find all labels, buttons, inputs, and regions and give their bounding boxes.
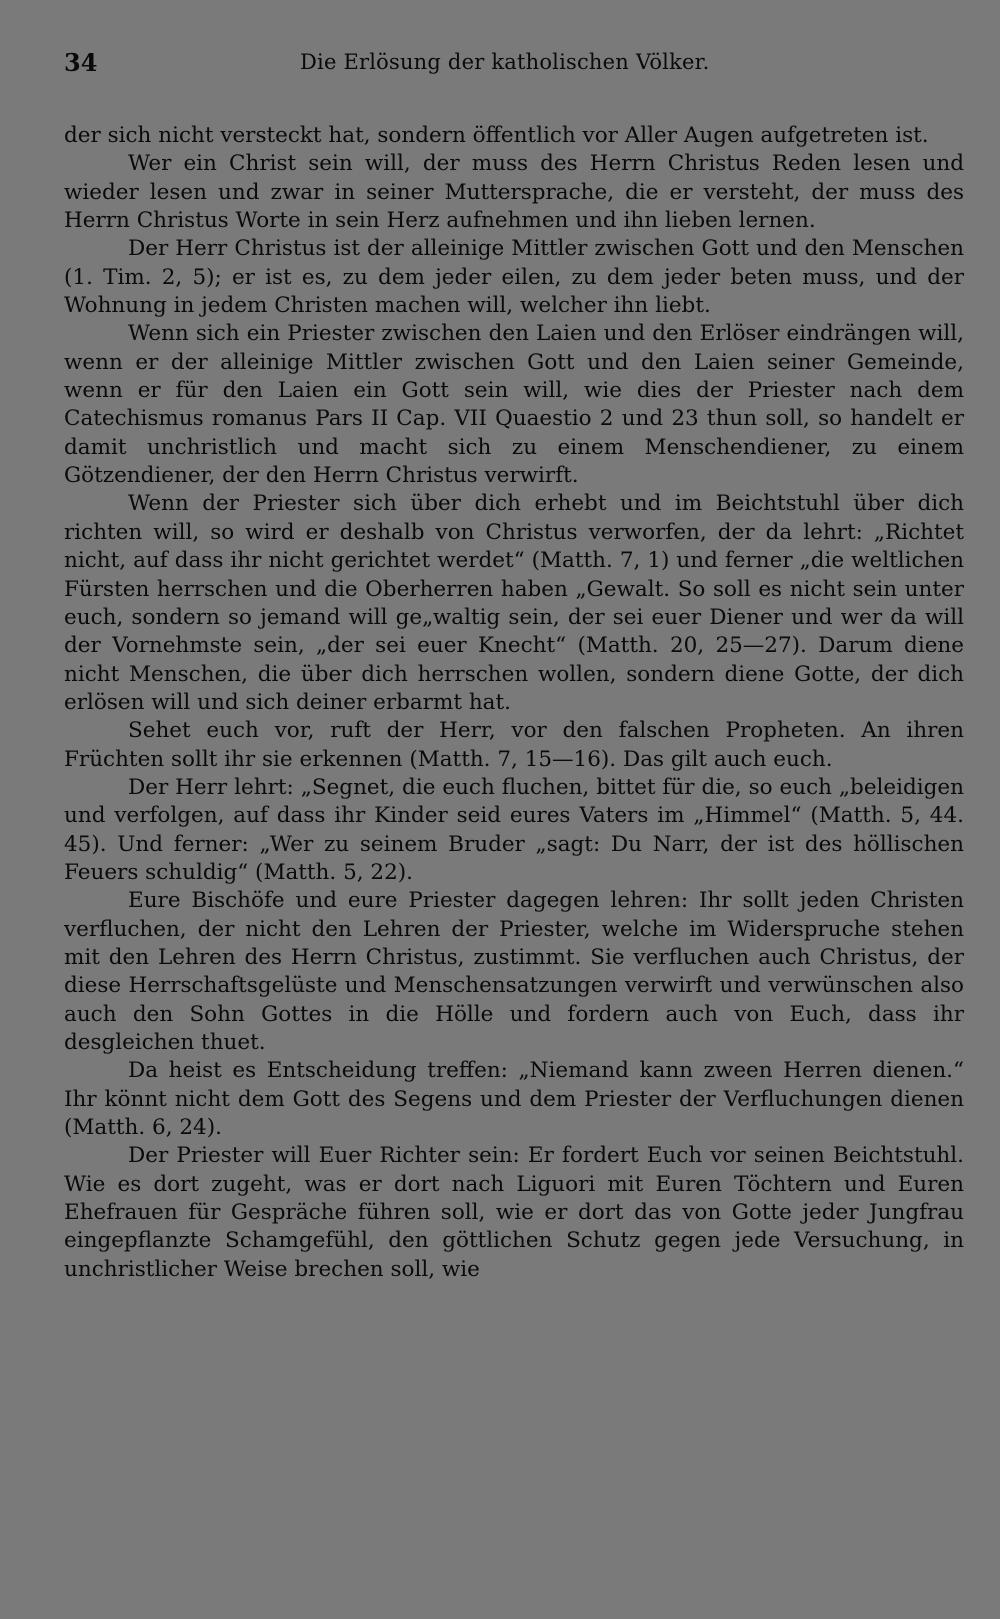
paragraph-7: Der Herr lehrt: „Segnet, die euch fluchen, bittet für die, so euch „beleidigen und verfolgen, auf dass ihr Kinder seid eures Vaters im „Himmel“ (Matth. 5, 44. 45). Und ferner: „Wer zu seinem Bruder „sagt: Du Narr, der ist des höllischen Feuers schuldig“ (Matth. 5, 22). <box>64 774 964 885</box>
paragraph-2: Wer ein Christ sein will, der muss des Herrn Christus Reden lesen und wieder lesen und zwar in seiner Muttersprache, die er versteht, der muss des Herrn Christus Worte in sein Herz aufnehmen und ihn lieben lernen. <box>64 151 964 234</box>
paragraph-8: Eure Bischöfe und eure Priester dagegen lehren: Ihr sollt jeden Christen verfluchen, der nicht den Lehren der Priester, welche im Widerspruche stehen mit den Lehren des Herrn Christus, zustimmt. Sie verfluchen auch Christus, der diese Herrschaftsgelüste und Menschensatzungen verwirft und verwünschen also auch den Sohn Gottes in die Hölle und fordern auch von Euch, dass ihr desgleichen thuet. <box>64 888 964 1055</box>
paragraph-6: Sehet euch vor, ruft der Herr, vor den falschen Propheten. An ihren Früchten sollt ihr sie erkennen (Matth. 7, 15—16). Das gilt auch euch. <box>64 718 964 772</box>
running-title: Die Erlösung der katholischen Völker. <box>300 50 710 74</box>
page-header <box>64 48 964 86</box>
paragraph-1: der sich nicht versteckt hat, sondern öffentlich vor Aller Augen aufgetreten ist. <box>64 123 929 148</box>
paragraph-10: Der Priester will Euer Richter sein: Er fordert Euch vor seinen Beichtstuhl. Wie es dort zugeht, was er dort nach Liguori mit Euren Töchtern und Euren Ehefrauen für Gespräche führen soll, wie er dort das von Gotte jeder Jungfrau eingepflanzte Schamgefühl, den göttlichen Schutz gegen jede Versuchung, in unchristlicher Weise brechen soll, wie <box>64 1143 964 1282</box>
paragraph-3: Der Herr Christus ist der alleinige Mittler zwischen Gott und den Menschen (1. Tim. 2, 5); er ist es, zu dem jeder eilen, zu dem jeder beten muss, und der Wohnung in jedem Christen machen will, welcher ihn liebt. <box>64 236 964 319</box>
paragraph-5: Wenn der Priester sich über dich erhebt und im Beichtstuhl über dich richten will, so wird er deshalb von Christus verworfen, der da lehrt: „Richtet nicht, auf dass ihr nicht gerichtet werdet“ (Matth. 7, 1) und ferner „die weltlichen Fürsten herrschen und die Oberherren haben „Gewalt. So soll es nicht sein unter euch, sondern so jemand will ge„waltig sein, der sei euer Diener und wer da will der Vornehmste sein, „der sei euer Knecht“ (Matth. 20, 25—27). Darum diene nicht Menschen, die über dich herrschen wollen, sondern diene Gotte, der dich erlösen will und sich deiner erbarmt hat. <box>64 491 964 715</box>
paragraph-4: Wenn sich ein Priester zwischen den Laien und den Erlöser eindrängen will, wenn er der alleinige Mittler zwischen Gott und den Laien seiner Gemeinde, wenn er für den Laien ein Gott sein will, wie dies der Priester nach dem Catechismus romanus Pars II Cap. VII Quaestio 2 und 23 thun soll, so handelt er damit unchristlich und macht sich zu einem Menschendiener, zu einem Götzendiener, der den Herrn Christus verwirft. <box>64 321 964 489</box>
page-number: 34 <box>64 48 98 77</box>
body-text <box>64 122 964 1284</box>
paragraph-9: Da heist es Entscheidung treffen: „Niemand kann zween Herren dienen.“ Ihr könnt nicht dem Gott des Segens und dem Priester der Verfluchungen dienen (Matth. 6, 24). <box>64 1058 964 1141</box>
